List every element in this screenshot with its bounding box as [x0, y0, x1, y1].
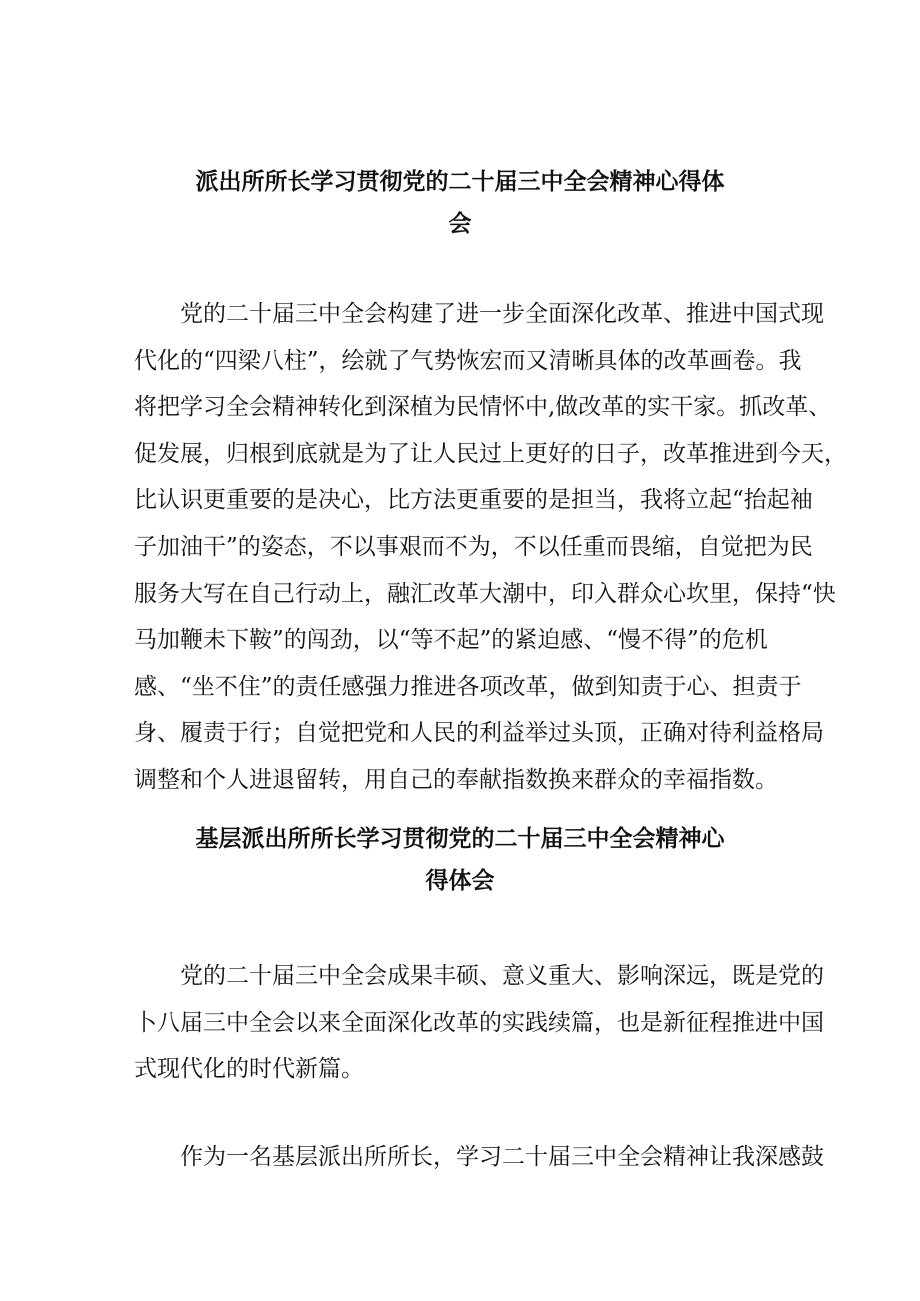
section-2-paragraph-2	[134, 1134, 824, 1181]
paragraph-line: 将把学习全会精神转化到深植为民情怀中,做改革的实干家。抓改革、	[134, 394, 832, 421]
title-line: 派出所所长学习贯彻党的二十届三中全会精神心得体	[195, 168, 725, 195]
title-line: 基层派出所所长学习贯彻党的二十届三中全会精神心	[195, 825, 725, 852]
section-1-paragraph-1	[134, 291, 847, 804]
paragraph-line: 身、履责于行；自觉把党和人民的利益举过头顶，正确对待利益格局	[134, 720, 824, 747]
paragraph-line: 马加鞭未下鞍”的闯劲，以“等不起”的紧迫感、“慢不得”的危机	[134, 627, 768, 654]
paragraph-line: 服务大写在自己行动上，融汇改革大潮中，印入群众心坎里，保持“快	[134, 580, 836, 607]
paragraph-line: 卜八届三中全会以来全面深化改革的实践续篇，也是新征程推进中国	[134, 1009, 824, 1036]
paragraph-line: 感、“坐不住”的责任感强力推进各项改革，做到知责于心、担责于	[134, 673, 802, 700]
paragraph-line: 党的二十届三中全会构建了进一步全面深化改革、推进中国式现	[180, 301, 824, 327]
paragraph-line: 代化的“四梁八柱”，绘就了气势恢宏而又清晰具体的改革画卷。我	[134, 347, 802, 374]
section-1-title	[120, 161, 800, 245]
title-line: 得体会	[425, 867, 495, 894]
paragraph-line: 促发展，归根到底就是为了让人民过上更好的日子，改革推进到今天，	[134, 440, 847, 467]
section-2-title	[120, 818, 800, 902]
title-line: 会	[448, 210, 472, 237]
paragraph-line: 式现代化的时代新篇。	[134, 1056, 364, 1083]
paragraph-line: 党的二十届三中全会成果丰硕、意义重大、影响深远，既是党的	[180, 963, 824, 989]
paragraph-line: 比认识更重要的是决心，比方法更重要的是担当，我将立起“抬起袖	[134, 487, 813, 514]
paragraph-line: 调整和个人进退留转，用自己的奉献指数换来群众的幸福指数。	[134, 766, 778, 793]
section-2-paragraph-1	[134, 953, 824, 1093]
paragraph-line: 作为一名基层派出所所长，学习二十届三中全会精神让我深感鼓	[180, 1144, 824, 1170]
paragraph-line: 子加油干”的姿态，不以事艰而不为，不以任重而畏缩，自觉把为民	[134, 533, 813, 560]
